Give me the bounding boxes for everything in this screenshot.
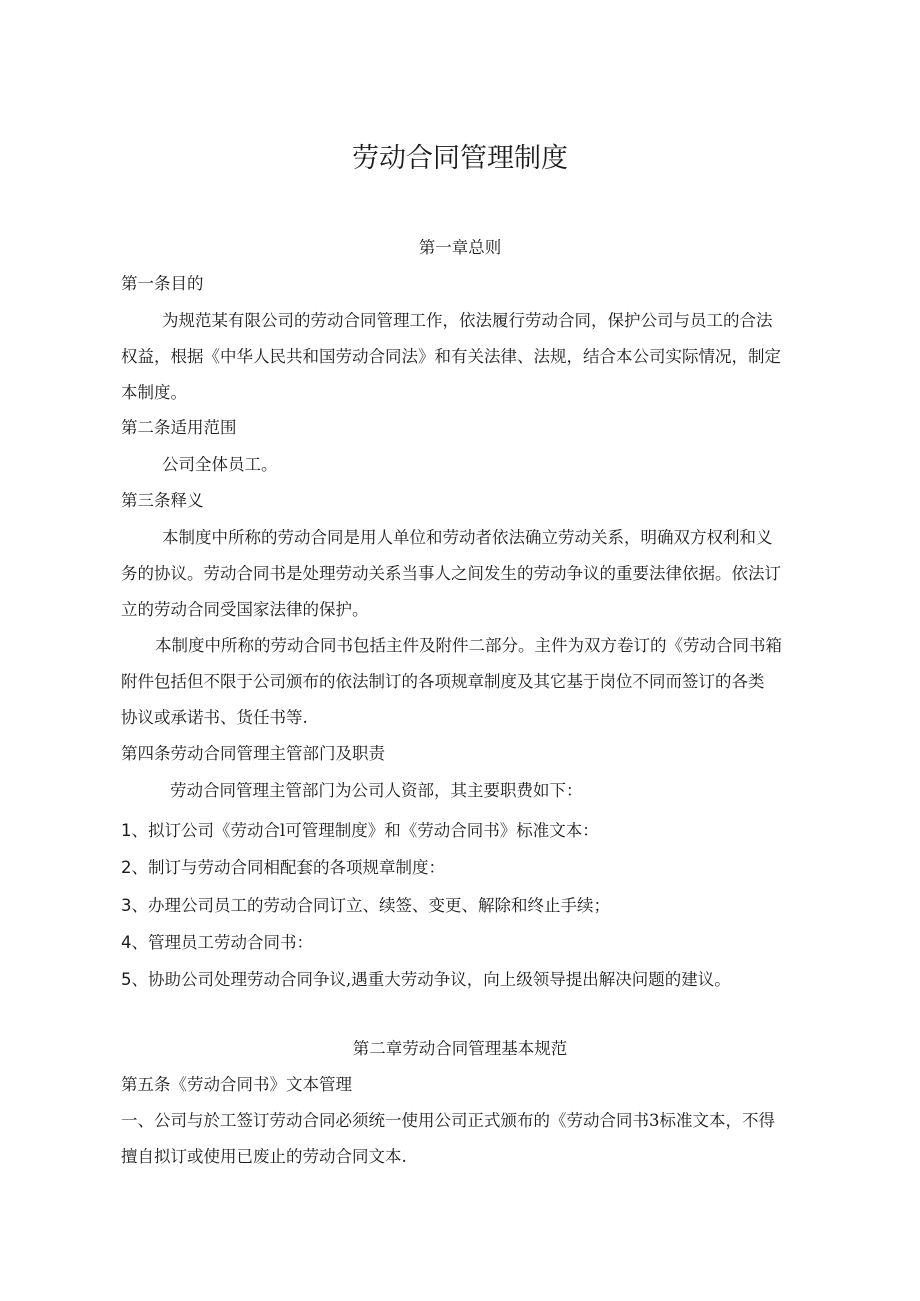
article-4-intro: 劳动合同管理主管部门为公司人资部，其主要职费如下： <box>170 781 583 800</box>
list-item-text: 拟订公司《劳动合l可管理制度》和《劳动合同书》标准文本： <box>148 821 599 840</box>
list-item-text: 制订与劳动合同相配套的各项规章制度： <box>148 858 445 877</box>
article-5-line: 擅自拟订或使用已废止的劳动合同文本. <box>121 1147 407 1166</box>
chapter-1-heading: 第一章总则 <box>418 238 502 257</box>
list-item-text: 协助公司处理劳动合同争议,遇重大劳动争议，向上级领导提出解决问题的建议。 <box>148 970 731 989</box>
article-5-heading: 第五条《劳动合同书》文本管理 <box>121 1075 352 1094</box>
article-3-line: 本制度中所称的劳动合同是用人单位和劳动者依法确立劳动关系，明确双方权利和义 <box>162 528 773 547</box>
article-1-heading: 第一条目的 <box>121 274 204 293</box>
list-item <box>121 970 731 990</box>
article-3-line: 务的协议。劳动合同书是处理劳动关系当事人之间发生的劳动争议的重要法律依据。依法订 <box>121 564 781 583</box>
article-1-line: 权益，根据《中华人民共和国劳动合同法》和有关法律、法规，结合本公司实际情况，制定 <box>121 347 781 366</box>
chapter-2-heading: 第二章劳动合同管理基本规范 <box>352 1039 568 1058</box>
article-1-line: 本制度。 <box>121 383 187 402</box>
list-item <box>121 933 313 953</box>
article-2-heading: 第二条适用范围 <box>121 418 237 437</box>
list-item-text: 管理员工劳动合同书： <box>148 933 313 952</box>
article-5-line: 一、公司与於工签订劳动合同必须统一使用公司正式颁布的《劳动合同书3标准文本，不得 <box>121 1111 775 1130</box>
list-item <box>121 896 610 916</box>
article-2-line: 公司全体员工。 <box>162 455 278 474</box>
article-3-line: 协议或承诺书、货任书等. <box>121 708 308 727</box>
list-item-number: 4、 <box>121 933 148 952</box>
list-item-number: 2、 <box>121 858 148 877</box>
article-3-line: 立的劳动合同受国家法律的保护。 <box>121 600 369 619</box>
document-title: 劳动合同管理制度 <box>352 143 568 174</box>
article-3-line: 附件包括但不限于公司颁布的依法制订的各项规章制度及其它基于岗位不同而签订的各类 <box>121 672 765 691</box>
list-item-number: 3、 <box>121 896 148 915</box>
article-1-line: 为规范某有限公司的劳动合同管理工作，依法履行劳动合同，保护公司与员工的合法 <box>162 311 773 330</box>
list-item <box>121 858 445 878</box>
list-item-number: 1、 <box>121 821 148 840</box>
article-3-line: 本制度中所称的劳动合同书包括主件及附件二部分。主件为双方卷订的《劳动合同书箱 <box>155 636 782 655</box>
list-item <box>121 821 599 841</box>
list-item-number: 5、 <box>121 970 148 989</box>
article-3-heading: 第三条释义 <box>121 491 204 510</box>
list-item-text: 办理公司员工的劳动合同订立、续签、变更、解除和终止手续； <box>148 896 610 915</box>
article-4-heading: 第四条劳动合同管理主管部门及职责 <box>121 744 385 763</box>
